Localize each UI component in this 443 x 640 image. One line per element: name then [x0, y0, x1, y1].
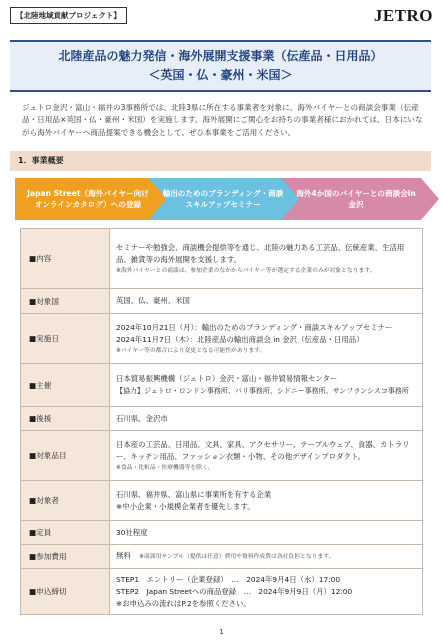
table-row	[21, 545, 423, 569]
page-subtitle: ＜英国・仏・豪州・米国＞	[148, 68, 293, 82]
row-value: 石川県、金沢市	[110, 407, 423, 431]
table-row	[21, 314, 423, 364]
row-line: 【協力】ジェトロ・ロンドン事務所、パリ事務所、シドニー事務所、サンフランシスコ事務所	[116, 387, 409, 395]
row-line: 石川県、福井県、富山県に事業所を有する企業	[116, 489, 272, 499]
section-heading: 1．事業概要	[10, 151, 431, 171]
row-value: 英国、仏、豪州、米国	[110, 289, 423, 314]
table-row	[21, 431, 423, 481]
row-inline-note: ※商談用サンプル（提供は任意）費用や資料作成費は各社負担となります。	[139, 554, 335, 560]
row-line: 2024年10月21日（月）：輸出のためのブランディング・商談スキルアップセミナー	[116, 322, 393, 332]
row-key: ■参加費用	[21, 545, 110, 569]
row-value	[110, 364, 423, 407]
row-key: ■後援	[21, 407, 110, 431]
row-key: ■対象者	[21, 481, 110, 521]
table-row	[21, 407, 423, 431]
row-key: ■定員	[21, 521, 110, 545]
row-line: 無料	[116, 551, 131, 560]
page-number: 1	[219, 628, 224, 636]
row-line: 日本産の工芸品、日用品、文具、家具、アクセサリー、テーブルウェア、食器、カトラリー、キッチン用品、ファッション衣類・小物、その他デザインプロダクト。	[116, 439, 410, 461]
row-line: ※中小企業・小規模企業者を優先します。	[116, 501, 255, 511]
intro-paragraph: ジェトロ金沢・富山・福井の3事務所では、北陸3県に所在する事業者を対象に、海外バイヤーとの商談会事業（伝産品・日用品×英国・仏・豪州・米国）を実施します。海外展開にご関心をお持ちの事業者様におかれては、日本にいながら海外バイヤーへ商品提案できる機会として、ぜひ本事業をご活用ください。	[22, 103, 423, 137]
row-note: ※海外バイヤーとの商談は、参加企業のなかからバイヤー等が選定する企業のみが対象となります。	[116, 267, 376, 274]
overview-table	[20, 228, 423, 615]
row-line: ※お申込みの流れはP.2を参照ください。	[116, 598, 251, 608]
table-row	[21, 481, 423, 521]
row-value	[110, 569, 423, 615]
row-key: ■内容	[21, 229, 110, 289]
row-value	[110, 481, 423, 521]
row-value	[110, 431, 423, 481]
jetro-logo: JETRO	[373, 6, 433, 25]
flow-step-label: Japan Street（海外バイヤー向けオンラインカタログ）への登録	[27, 189, 149, 209]
table-row	[21, 569, 423, 615]
row-line: セミナーや勉強会、商談機会提供等を通じ、北陸の魅力ある工芸品、伝統産業、生活用品、雑貨等の海外展開を支援します。	[116, 242, 405, 264]
row-line: 2024年11月7日（木）：北陸産品の輸出商談会 in 金沢（伝産品・日用品）	[116, 334, 364, 344]
row-key: ■対象国	[21, 289, 110, 314]
row-line: STEP1 エントリー（企業登録） … 2024年9月4日（水）17:00	[116, 574, 341, 584]
table-row	[21, 364, 423, 407]
row-note: ※バイヤー等の都合により変更となる可能性があります。	[116, 347, 266, 354]
title-banner	[10, 40, 431, 92]
row-value	[110, 545, 423, 569]
table-row	[21, 521, 423, 545]
flow-step-business-meeting	[281, 178, 439, 220]
row-value: 30社程度	[110, 521, 423, 545]
row-key: ■申込締切	[21, 569, 110, 615]
row-value	[110, 229, 423, 289]
row-key: ■実施日	[21, 314, 110, 364]
project-tag: 【北陸地域貢献プロジェクト】	[10, 7, 127, 24]
row-note: ※食品・化粧品・医療機器等を除く。	[116, 464, 214, 471]
table-row	[21, 289, 423, 314]
flow-step-label: 輸出のためのブランディング・商談スキルアップセミナー	[162, 189, 284, 209]
row-key: ■主催	[21, 364, 110, 407]
page-title: 北陸産品の魅力発信・海外展開支援事業（伝産品・日用品）	[58, 49, 383, 63]
row-line: 日本貿易振興機構（ジェトロ）金沢・富山・福井貿易情報センター	[116, 374, 338, 383]
flow-step-label: 海外4か国のバイヤーとの商談会in 金沢	[296, 189, 416, 209]
table-row	[21, 229, 423, 289]
row-value	[110, 314, 423, 364]
row-line: STEP2 Japan Streetへの商品登録 … 2024年9月9日（月）12:00	[116, 586, 353, 596]
row-key: ■対象品目	[21, 431, 110, 481]
